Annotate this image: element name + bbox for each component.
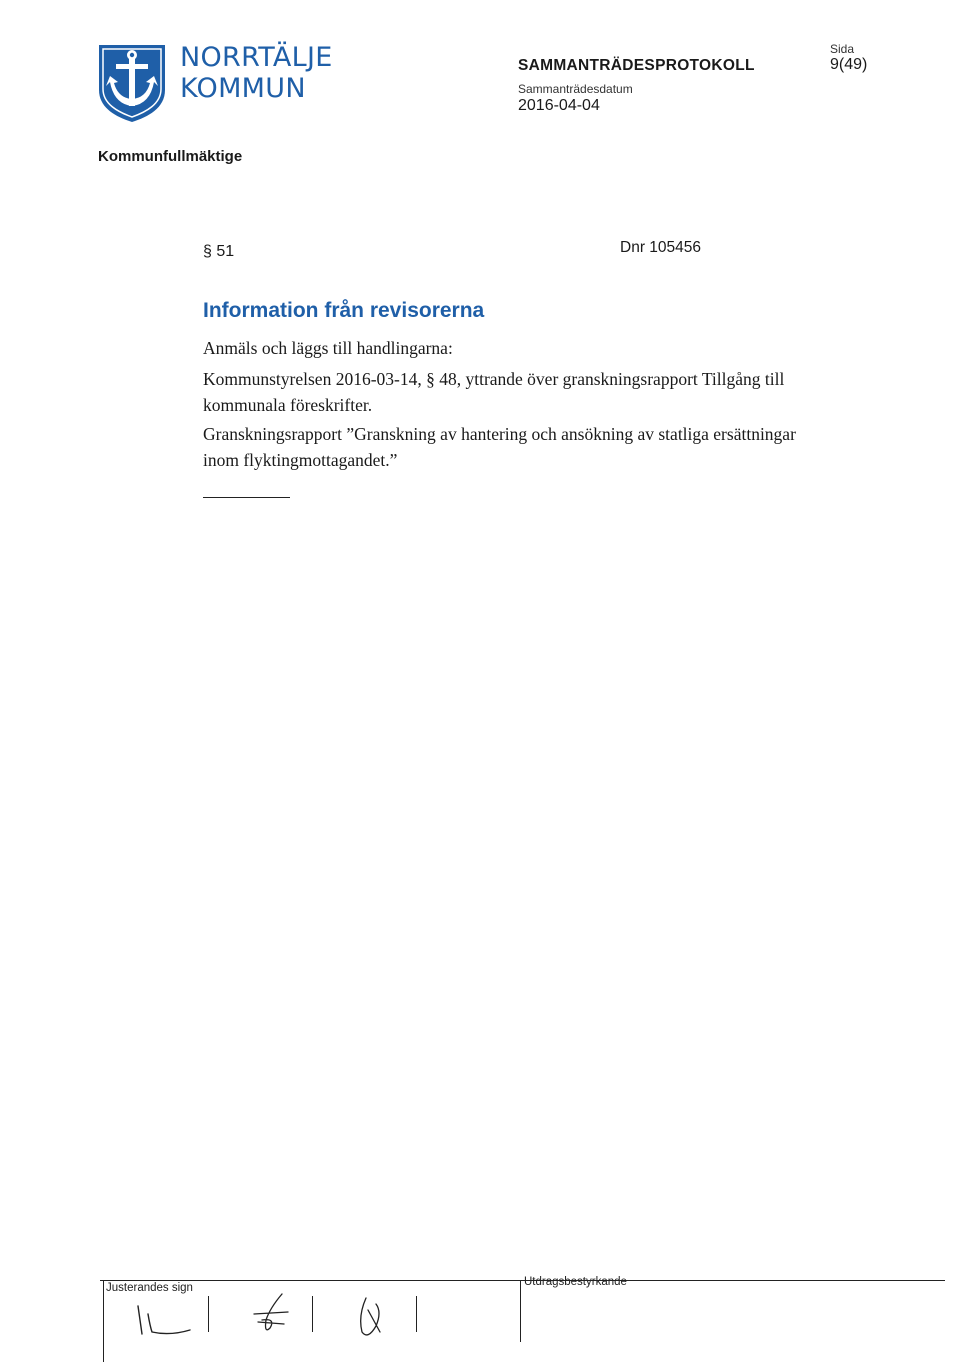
diary-number: Dnr 105456 (620, 239, 702, 256)
body-name: Kommunfullmäktige (98, 148, 243, 165)
signature-2 (240, 1290, 300, 1340)
logo-line-2: KOMMUN (180, 73, 306, 104)
item-text-1: Kommunstyrelsen 2016-03-14, § 48, yttrande över granskningsrapport Tillgång till kommunala föreskrifter. (203, 369, 785, 415)
paragraph-number: § 51 (203, 243, 235, 260)
footer-divider (103, 1280, 104, 1362)
document-type: SAMMANTRÄDESPROTOKOLL (518, 57, 755, 74)
page-number: 9(49) (830, 56, 868, 73)
end-rule (203, 497, 290, 498)
intro-text: Anmäls och läggs till handlingarna: (203, 338, 453, 358)
anchor-shield-icon (96, 42, 168, 124)
date-label: Sammanträdesdatum (518, 82, 633, 96)
page-label: Sida (830, 42, 855, 56)
footer-divider (520, 1280, 521, 1342)
date-value: 2016-04-04 (518, 97, 600, 114)
footer-divider (416, 1296, 417, 1332)
signature-3 (346, 1292, 396, 1342)
logo-line-1: NORRTÄLJE (180, 42, 333, 73)
footer-divider (208, 1296, 209, 1332)
item-text-2: Granskningsrapport ”Granskning av hantering och ansökning av statliga ersättningar inom flyktingmottagandet.” (203, 424, 796, 470)
sign-label: Justerandes sign (106, 1282, 193, 1294)
section-title: Information från revisorerna (203, 299, 485, 322)
footer-top-line (100, 1280, 945, 1281)
logo-emblem (96, 42, 168, 124)
extract-label: Utdragsbestyrkande (524, 1276, 627, 1288)
signature-1 (130, 1300, 200, 1340)
signature-footer (100, 1270, 945, 1362)
logo-wordmark (180, 42, 333, 104)
footer-divider (312, 1296, 313, 1332)
